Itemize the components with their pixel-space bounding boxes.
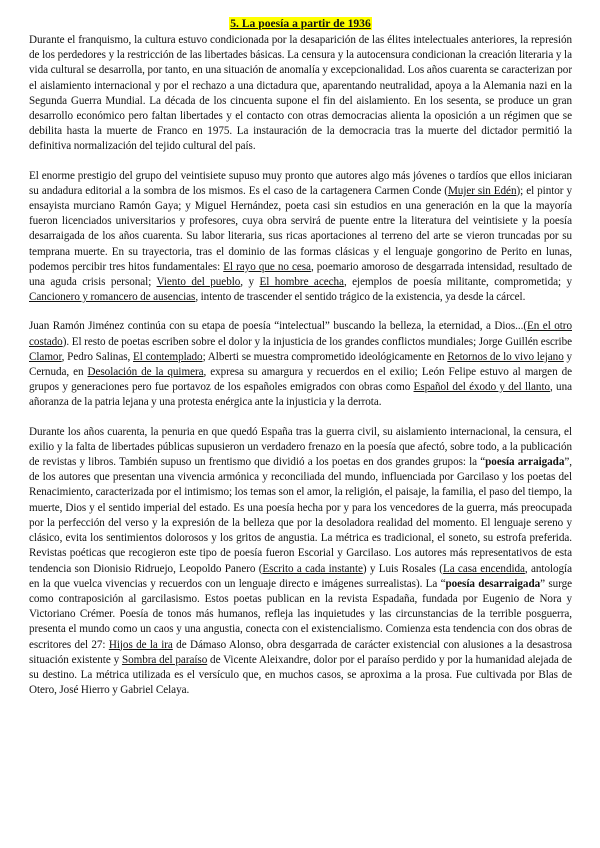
paragraph-franquismo bbox=[29, 33, 572, 155]
work-title: Retornos de lo vivo lejano bbox=[447, 350, 564, 363]
paragraph-juan-ramon bbox=[29, 319, 572, 410]
text: , poemario amoroso de desgarrada intensidad, resultado de una aguda crisis personal; bbox=[29, 260, 573, 289]
text: ; Alberti se muestra comprometido ideológicamente en bbox=[202, 350, 448, 363]
text: Durante los años cuarenta, la penuria en que quedó España tras la guerra civil, su aislamiento internacional, la censura, el exilio y la falta de libertades públicas supusieron un verdadero frenazo en la poesía que afectó, sobre todo, a la publicación de revistas y libros. También supuso un frentismo que dividió a los poetas en dos grandes grupos: la “ bbox=[29, 425, 572, 469]
text: , Pedro Salinas, bbox=[61, 350, 134, 363]
bold-term: poesía desarraigada bbox=[445, 577, 541, 590]
text: , ejemplos de poesía militante, comprometida; y bbox=[343, 276, 573, 289]
text: de Vicente Aleixandre, dolor por el paraíso perdido y por la humanidad alejada de su destino. La métrica utilizada es el versículo que, en muchos casos, se aproxima a la prosa. Fue cultivada por Blas de Otero, José Hierro y Gabriel Celaya. bbox=[29, 653, 572, 697]
text: Juan Ramón Jiménez continúa con su etapa de poesía “intelectual” buscando la belleza, la eternidad, a Dios...( bbox=[29, 320, 528, 333]
paragraph-veintisiete bbox=[29, 169, 572, 306]
work-title: Español del éxodo y del llanto bbox=[413, 381, 551, 394]
work-title: El rayo que no cesa bbox=[223, 260, 311, 273]
text: ) y Luis Rosales ( bbox=[362, 562, 443, 575]
text: y Cernuda, en bbox=[29, 350, 573, 379]
text: ” surge como contraposición al garcilasismo. Estos poetas publican en la revista Espadaña, fundada por Eugenio de Nora y Victoriano Crémer. Poesía de tonos más humanos, refleja las inquietudes y las circunstancias de la terrible posguerra, presenta el mundo como un caos y una angustia, conecta con el existencialismo. Comienza esta tendencia con dos obras de escritores del 27: bbox=[29, 577, 573, 651]
work-title: En el otro costado bbox=[29, 320, 572, 348]
text: , antología en la que vuelca vivencias y recuerdos con un lenguaje directo e imágenes surrealistas). La “ bbox=[29, 562, 572, 590]
work-title: El hombre acecha bbox=[259, 276, 344, 289]
text: ”, de los autores que presentan una vivencia armónica y reconciliada del mundo, influenciada por Garcilaso y los poetas del Renacimiento, caracterizada por el intimismo; los temas son el amor, la religión, el paisaje, la familia, el paso del tiempo, la muerte, Dios y el sentido imperial del estado. Es una poesía hecha por y para los vencedores de la guerra, más preocupada por la perfección del verso y la expresión de la belleza que por la desoladora realidad del momento. El lenguaje sereno y clásico, evita los sentimientos dolorosos y los gritos de angustia. La métrica es tradicional, el soneto, su estrofa preferida. Revistas poéticas que recogieron este tipo de poesía fueron Escorial y Garcilaso. Los autores más representativos de esta tendencia son Dionisio Ridruejo, Leopoldo Panero ( bbox=[29, 456, 572, 575]
text: , y bbox=[240, 276, 260, 289]
text: , intento de trascender el sentido trágico de la existencia, ya desde la cárcel. bbox=[195, 291, 526, 304]
work-title: Desolación de la quimera bbox=[87, 366, 204, 379]
work-title: Viento del pueblo bbox=[156, 276, 241, 289]
paragraph-anos-cuarenta bbox=[29, 425, 572, 699]
text: ). El resto de poetas escriben sobre el dolor y la injusticia de los grandes conflictos mundiales; Jorge Guillén escribe bbox=[62, 335, 572, 348]
text: ); el pintor y ensayista murciano Ramón Gaya; y Miguel Hernández, poeta casi sin estudios en una generación en la que la mayoría fueron licenciados universitarios y profesores, cuya obra servirá de puente entre la literatura del veintisiete y la poesía desarraigada de los años cuarenta. Su labor literaria, sus ricas aportaciones al terreno del arte se vieron truncadas por su temprana muerte. En su trayectoria, tras el dominio de las formas clásicas y el lenguaje gongorino de Perito en lunas, podemos percibir tres hitos fundamentales: bbox=[29, 184, 572, 273]
work-title: Escrito a cada instante bbox=[262, 562, 363, 575]
work-title: La casa encendida bbox=[442, 562, 525, 575]
work-title: Clamor bbox=[29, 350, 62, 363]
work-title: Sombra del paraíso bbox=[121, 653, 208, 666]
page-title: 5. La poesía a partir de 1936 bbox=[230, 17, 371, 30]
work-title: Mujer sin Edén bbox=[447, 184, 517, 197]
work-title: Hijos de la ira bbox=[108, 638, 173, 651]
text: , una añoranza de la patria lejana y una protesta enérgica ante la injusticia y la derrota. bbox=[29, 381, 572, 409]
text: El enorme prestigio del grupo del veintisiete supuso muy pronto que autores algo más jóvenes o tardíos que ellos iniciaran su andadura editorial a la sombra de los mismos. Es el caso de la cartagenera Carmen Conde ( bbox=[29, 169, 572, 197]
bold-term: poesía arraigada bbox=[485, 456, 565, 469]
text: de Dámaso Alonso, obra desgarrada de carácter existencial con alusiones a la desastrosa situación existente y bbox=[29, 638, 572, 666]
text: , expresa su amargura y recuerdos en el exilio; León Felipe estuvo al margen de grupos y generaciones pero fue portavoz de los españoles emigrados con obras como bbox=[29, 366, 572, 394]
title-wrap bbox=[29, 14, 572, 32]
work-title: Cancionero y romancero de ausencias bbox=[29, 291, 196, 304]
text: Durante el franquismo, la cultura estuvo condicionada por la desaparición de las élites intelectuales anteriores, la represión de los perdedores y la restricción de las libertades básicas. La censura y la autocensura condicionan la creación literaria y la vida cultural se desarrolla, por tanto, en una situación de anomalía y excepcionalidad. Los años cuarenta se caracterizan por el aislamiento internacional y por el rechazo a una dictadura que, aparentando neutralidad, apoya a la Alemania nazi en la Segunda Guerra Mundial. La década de los cincuenta supone el fin del aislamiento. En los sesenta, se produce un gran desarrollo económico pero faltan libertades y el contacto con otras democracias alienta la oposición a un régimen que se debilita hasta la muerte de Franco en 1975. La instauración de la democracia tras la muerte del dictador permitió la definitiva normalización del tejido cultural del país. bbox=[29, 34, 572, 153]
work-title: El contemplado bbox=[133, 350, 203, 363]
